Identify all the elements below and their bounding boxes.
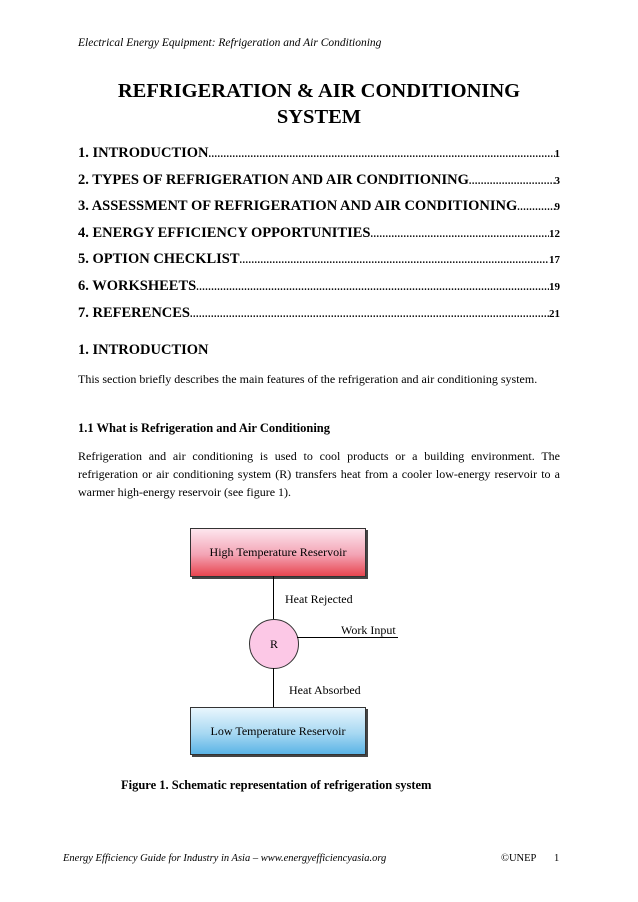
- heat-rejected-label: Heat Rejected: [285, 592, 353, 606]
- subsection-heading: 1.1 What is Refrigeration and Air Conditioning: [78, 421, 330, 435]
- toc-entry-page: 9: [554, 201, 560, 214]
- toc-entry-page: 19: [549, 280, 560, 293]
- toc-leader-dots: [370, 229, 549, 240]
- toc-entry-label: 3. ASSESSMENT OF REFRIGERATION AND AIR CONDITIONING: [78, 198, 518, 215]
- refrigeration-node: [249, 619, 299, 669]
- toc-entry[interactable]: [78, 172, 560, 199]
- title-line-1: REFRIGERATION & AIR CONDITIONING: [117, 80, 521, 102]
- toc-leader-dots: [240, 255, 549, 266]
- low-reservoir-label: Low Temperature Reservoir: [210, 723, 346, 738]
- heat-absorbed-line: [273, 668, 274, 707]
- low-temperature-reservoir: [190, 707, 366, 755]
- toc-entry[interactable]: [78, 225, 560, 252]
- intro-paragraph: This section briefly describes the main features of the refrigeration and air conditioning system.: [78, 372, 538, 386]
- running-header: Electrical Energy Equipment: Refrigeration and Air Conditioning: [78, 37, 382, 49]
- toc-entry-label: 7. REFERENCES: [78, 304, 190, 321]
- toc-leader-dots: [469, 176, 555, 187]
- toc-entry-label: 1. INTRODUCTION: [78, 145, 209, 161]
- node-label: R: [269, 636, 278, 651]
- toc-leader-dots: [517, 202, 554, 213]
- toc-entry[interactable]: [78, 145, 560, 172]
- toc-entry-page: 12: [549, 227, 560, 240]
- body-paragraph: Refrigeration and air conditioning is used to cool products or a building environment. The refrigeration or air conditioning system (R) transfers heat from a cooler low-energy reservoir to a warmer high-energy reservoir (see figure 1).: [78, 449, 560, 499]
- toc-entry[interactable]: [78, 251, 560, 278]
- toc-entry-label: 4. ENERGY EFFICIENCY OPPORTUNITIES: [78, 224, 371, 241]
- high-reservoir-label: High Temperature Reservoir: [209, 545, 347, 559]
- toc-entry-page: 17: [549, 254, 560, 267]
- page-number: 1: [554, 853, 560, 864]
- page-title: [78, 78, 560, 130]
- high-temperature-reservoir: [190, 528, 366, 577]
- toc-leader-dots: [196, 282, 549, 293]
- toc-entry-page: 21: [549, 307, 560, 320]
- footer-copyright: ©UNEP: [501, 853, 537, 864]
- toc-entry[interactable]: [78, 305, 560, 332]
- section-heading: 1. INTRODUCTION: [78, 342, 209, 358]
- work-input-label: Work Input: [341, 623, 396, 637]
- toc-entry-label: 2. TYPES OF REFRIGERATION AND AIR CONDITIONING: [78, 171, 469, 188]
- toc-entry-page: 3: [554, 174, 560, 187]
- toc-entry[interactable]: [78, 278, 560, 305]
- toc-leader-dots: [209, 149, 555, 160]
- footer-text: Energy Efficiency Guide for Industry in Asia – www.energyefficiencyasia.org: [63, 853, 387, 864]
- heat-rejected-line: [273, 576, 274, 619]
- heat-absorbed-label: Heat Absorbed: [289, 683, 361, 697]
- toc-entry-label: 6. WORKSHEETS: [78, 277, 197, 294]
- figure-caption: Figure 1. Schematic representation of refrigeration system: [121, 778, 432, 792]
- toc-entry-page: 1: [554, 148, 560, 160]
- toc-entry[interactable]: [78, 198, 560, 225]
- title-line-2: SYSTEM: [276, 106, 362, 128]
- table-of-contents: [78, 145, 560, 331]
- toc-entry-label: 5. OPTION CHECKLIST: [78, 251, 240, 268]
- toc-leader-dots: [190, 309, 549, 320]
